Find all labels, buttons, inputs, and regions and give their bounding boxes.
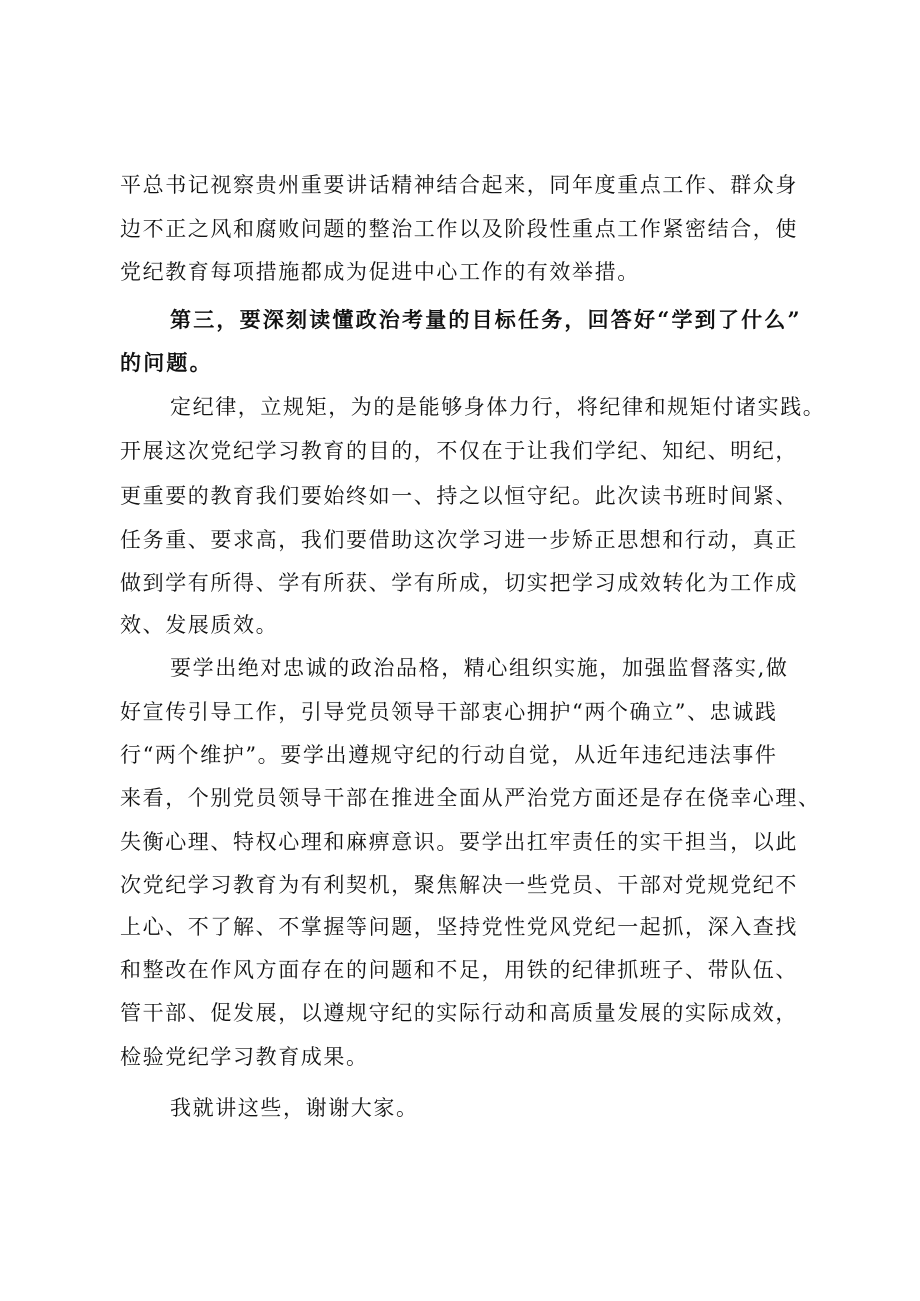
text-line: 做到学有所得、学有所获、学有所成，切实把学习成效转化为工作成 xyxy=(120,571,798,595)
text-line: 来看，个别党员领导干部在推进全面从严治党方面还是存在侥幸心理、 xyxy=(120,786,821,810)
text-line: 定纪律，立规矩，为的是能够身体力行，将纪律和规矩付诸实践。 xyxy=(170,395,826,419)
closing-line: 我就讲这些，谢谢大家。 xyxy=(170,1096,419,1120)
text-line: 边不正之风和腐败问题的整治工作以及阶段性重点工作紧密结合，使 xyxy=(120,217,798,241)
section-heading: 的问题。 xyxy=(120,350,213,375)
text-line: 开展这次党纪学习教育的目的，不仅在于让我们学纪、知纪、明纪， xyxy=(120,439,798,463)
text-line: 次党纪学习教育为有利契机，聚焦解决一些党员、干部对党规党纪不 xyxy=(120,873,798,897)
text-line: 更重要的教育我们要始终如一、持之以恒守纪。此次读书班时间紧、 xyxy=(120,484,798,508)
text-line: 效、发展质效。 xyxy=(120,613,279,637)
text-line: 要学出绝对忠诚的政治品格，精心组织实施，加强监督落实,做 xyxy=(170,656,789,680)
text-line: 平总书记视察贵州重要讲话精神结合起来，同年度重点工作、群众身 xyxy=(120,173,798,197)
text-line: 管干部、促发展，以遵规守纪的实际行动和高质量发展的实际成效， xyxy=(120,1001,798,1025)
text-line: 行“两个维护”。要学出遵规守纪的行动自觉，从近年违纪违法事件 xyxy=(120,743,778,767)
text-line: 党纪教育每项措施都成为促进中心工作的有效举措。 xyxy=(120,260,640,284)
text-line: 检验党纪学习教育成果。 xyxy=(120,1045,369,1069)
text-line: 好宣传引导工作，引导党员领导干部衷心拥护“两个确立”、忠诚践 xyxy=(120,700,778,724)
text-line: 任务重、要求高，我们要借助这次学习进一步矫正思想和行动，真正 xyxy=(120,528,798,552)
text-line: 和整改在作风方面存在的问题和不足，用铁的纪律抓班子、带队伍、 xyxy=(120,958,798,982)
text-line: 失衡心理、特权心理和麻痹意识。要学出扛牢责任的实干担当，以此 xyxy=(120,830,798,854)
section-heading: 第三，要深刻读懂政治考量的目标任务，回答好“学到了什么” xyxy=(170,307,802,332)
text-line: 上心、不了解、不掌握等问题，坚持党性党风党纪一起抓，深入查找 xyxy=(120,915,798,939)
